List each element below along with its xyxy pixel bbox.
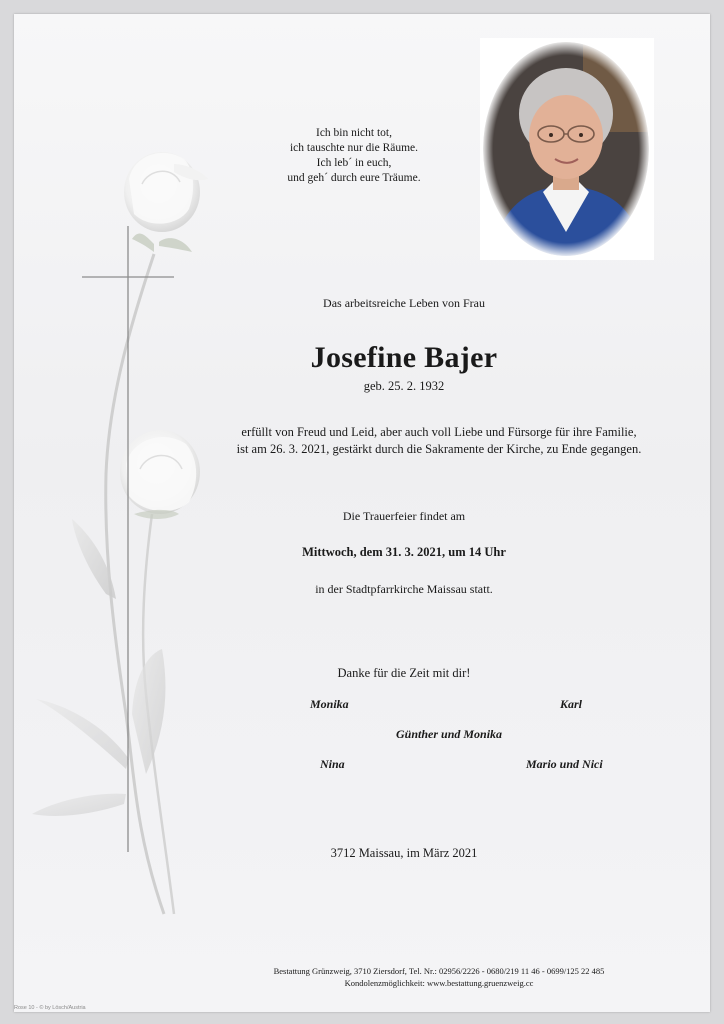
parte-sheet [14, 14, 710, 1012]
poem-line: ich tauschte nur die Räume. [289, 142, 419, 154]
life-text-line: erfüllt von Freud und Leid, aber auch voll Liebe und Fürsorge für ihre Familie, [241, 425, 637, 439]
funeral-intro: Die Trauerfeier findet am [342, 509, 466, 523]
mourner-karl: Karl [560, 697, 583, 711]
funeral-location: in der Stadtpfarrkirche Maissau statt. [315, 582, 493, 596]
place-date: 3712 Maissau, im März 2021 [330, 846, 478, 860]
intro-text: Das arbeitsreiche Leben von Frau [323, 296, 485, 310]
birth-date: geb. 25. 2. 1932 [363, 379, 445, 393]
thanks-text: Danke für die Zeit mit dir! [337, 666, 471, 680]
footer [164, 965, 710, 989]
life-text-line: ist am 26. 3. 2021, gestärkt durch die Sakramente der Kirche, zu Ende gegangen. [236, 442, 642, 456]
portrait-photo [483, 42, 649, 256]
mourner-guenther: Günther und Monika [396, 727, 503, 741]
deceased-name: Josefine Bajer [310, 341, 498, 374]
funeral-date-time: Mittwoch, dem 31. 3. 2021, um 14 Uhr [302, 545, 506, 559]
life-text [164, 424, 710, 458]
mourner-mario: Mario und Nici [526, 757, 603, 771]
image-credit: Rose 10 - © by Lösch/Austria [14, 1005, 86, 1011]
portrait-photo-frame [480, 38, 654, 260]
mourner-nina: Nina [320, 757, 345, 771]
mourner-monika: Monika [310, 697, 349, 711]
poem-line: Ich bin nicht tot, [315, 127, 392, 139]
poem [254, 126, 454, 186]
footer-contact: Bestattung Grünzweig, 3710 Ziersdorf, Tel. Nr.: 02956/2226 - 0680/219 11 46 - 0699/125 22 485 [273, 966, 605, 976]
poem-line: und geh´ durch eure Träume. [287, 172, 421, 184]
footer-condolence: Kondolenzmöglichkeit: www.bestattung.gruenzweig.cc [344, 978, 534, 988]
poem-line: Ich leb´ in euch, [316, 157, 392, 169]
